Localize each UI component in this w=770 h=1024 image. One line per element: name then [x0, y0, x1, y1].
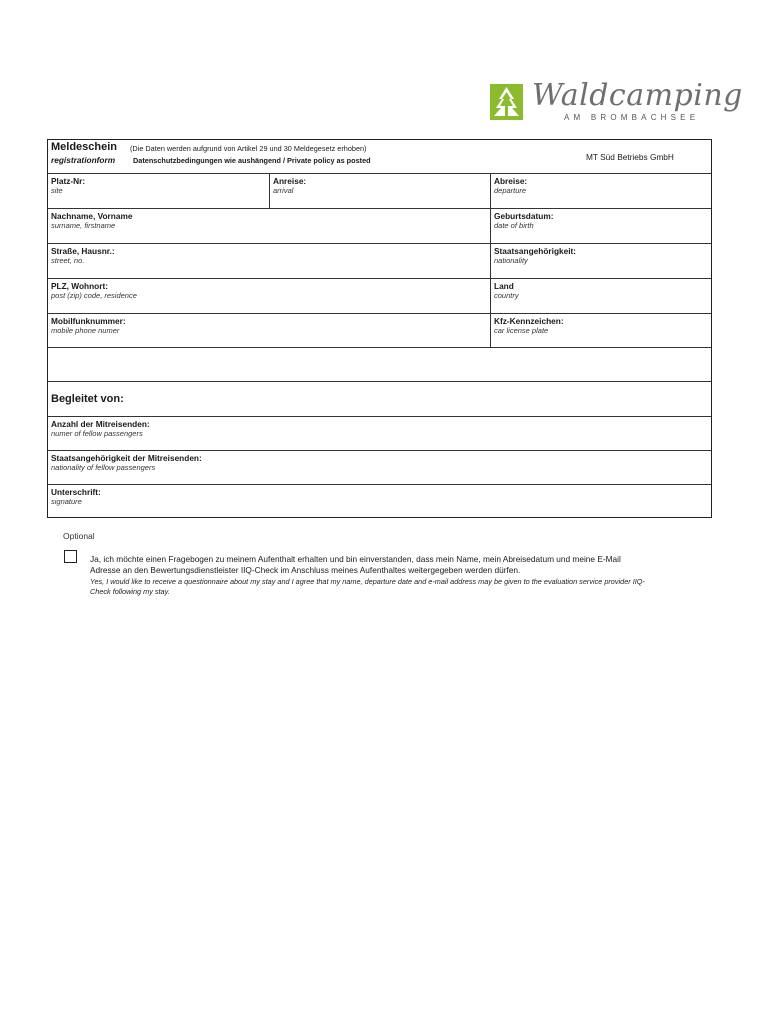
mobile-label: Mobilfunknummer:	[51, 316, 126, 326]
dates-row	[48, 173, 711, 208]
signature-sublabel: signature	[51, 497, 82, 506]
mobile-field[interactable]	[48, 314, 491, 347]
site-label: Platz-Nr:	[51, 176, 86, 186]
form-header	[48, 140, 711, 173]
birth-sublabel: date of birth	[494, 221, 534, 230]
optional-label: Optional	[63, 531, 95, 541]
arrival-sublabel: arrival	[273, 186, 294, 195]
country-sublabel: country	[494, 291, 519, 300]
nationality-sublabel: nationality	[494, 256, 528, 265]
legal-note: (Die Daten werden aufgrund von Artikel 29 und 30 Meldegesetz erhoben)	[130, 144, 367, 153]
fellow-nationality-field[interactable]	[48, 450, 711, 484]
postal-sublabel: post (zip) code, residence	[51, 291, 137, 300]
form-title-en: registrationform	[51, 155, 116, 165]
street-sublabel: street, no.	[51, 256, 85, 265]
form-title: Meldeschein	[51, 141, 118, 153]
postal-label: PLZ, Wohnort:	[51, 281, 108, 291]
waldcamping-logo	[490, 78, 743, 128]
signature-label: Unterschrift:	[51, 487, 101, 497]
birth-field[interactable]	[491, 209, 711, 243]
country-field[interactable]	[491, 279, 711, 313]
country-label: Land	[494, 281, 514, 291]
registration-form	[47, 139, 712, 518]
name-field[interactable]	[48, 209, 491, 243]
nationality-label: Staatsangehörigkeit:	[494, 246, 577, 256]
departure-sublabel: departure	[494, 186, 527, 195]
birth-label: Geburtsdatum:	[494, 211, 554, 221]
site-sublabel: site	[51, 186, 63, 195]
consent-checkbox[interactable]	[64, 550, 77, 563]
logo-tagline: AM BROMBACHSEE	[564, 113, 700, 122]
name-row	[48, 208, 711, 243]
mobile-row	[48, 313, 711, 347]
nationality-field[interactable]	[491, 244, 711, 278]
street-row	[48, 243, 711, 278]
consent-text-de: Ja, ich möchte einen Fragebogen zu meinem Aufenthalt erhalten und bin einverstanden, dass mein Name, mein Abreisedatum und meine E-Mail Adresse an den Bewertungsdienstleister IIQ-Check im Anschluss meines Aufenthaltes weitergegeben werden dürfen.	[90, 554, 621, 575]
signature-field[interactable]	[48, 484, 711, 517]
name-label: Nachname, Vorname	[51, 211, 133, 221]
arrival-label: Anreise:	[273, 176, 307, 186]
tree-logo-icon	[490, 84, 523, 120]
site-field[interactable]	[48, 174, 270, 208]
departure-field[interactable]	[491, 174, 711, 208]
fellow-count-sublabel: numer of fellow passengers	[51, 429, 143, 438]
plate-sublabel: car license plate	[494, 326, 549, 335]
blank-row[interactable]	[48, 347, 711, 381]
plate-field[interactable]	[491, 314, 711, 347]
company-name: MT Süd Betriebs GmbH	[586, 152, 674, 162]
logo-brand: Waldcamping	[532, 78, 743, 113]
consent-text-en: Yes, I would like to receive a questionnaire about my stay and I agree that my name, departure date and e-mail address may be given to the evaluation service provider IIQ-Check following my stay.	[90, 577, 645, 596]
plate-label: Kfz-Kennzeichen:	[494, 316, 564, 326]
accompanied-heading: Begleitet von:	[51, 393, 124, 405]
fellow-nationality-sublabel: nationality of fellow passengers	[51, 463, 156, 472]
postal-field[interactable]	[48, 279, 491, 313]
fellow-count-field[interactable]	[48, 416, 711, 450]
accompanied-row	[48, 381, 711, 416]
arrival-field[interactable]	[270, 174, 491, 208]
privacy-policy-note: Datenschutzbedingungen wie aushängend / Private policy as posted	[133, 156, 371, 165]
name-sublabel: surname, firstname	[51, 221, 116, 230]
postal-row	[48, 278, 711, 313]
street-label: Straße, Hausnr.:	[51, 246, 115, 256]
departure-label: Abreise:	[494, 176, 528, 186]
mobile-sublabel: mobile phone numer	[51, 326, 120, 335]
fellow-count-label: Anzahl der Mitreisenden:	[51, 419, 150, 429]
street-field[interactable]	[48, 244, 491, 278]
fellow-nationality-label: Staatsangehörigkeit der Mitreisenden:	[51, 453, 202, 463]
